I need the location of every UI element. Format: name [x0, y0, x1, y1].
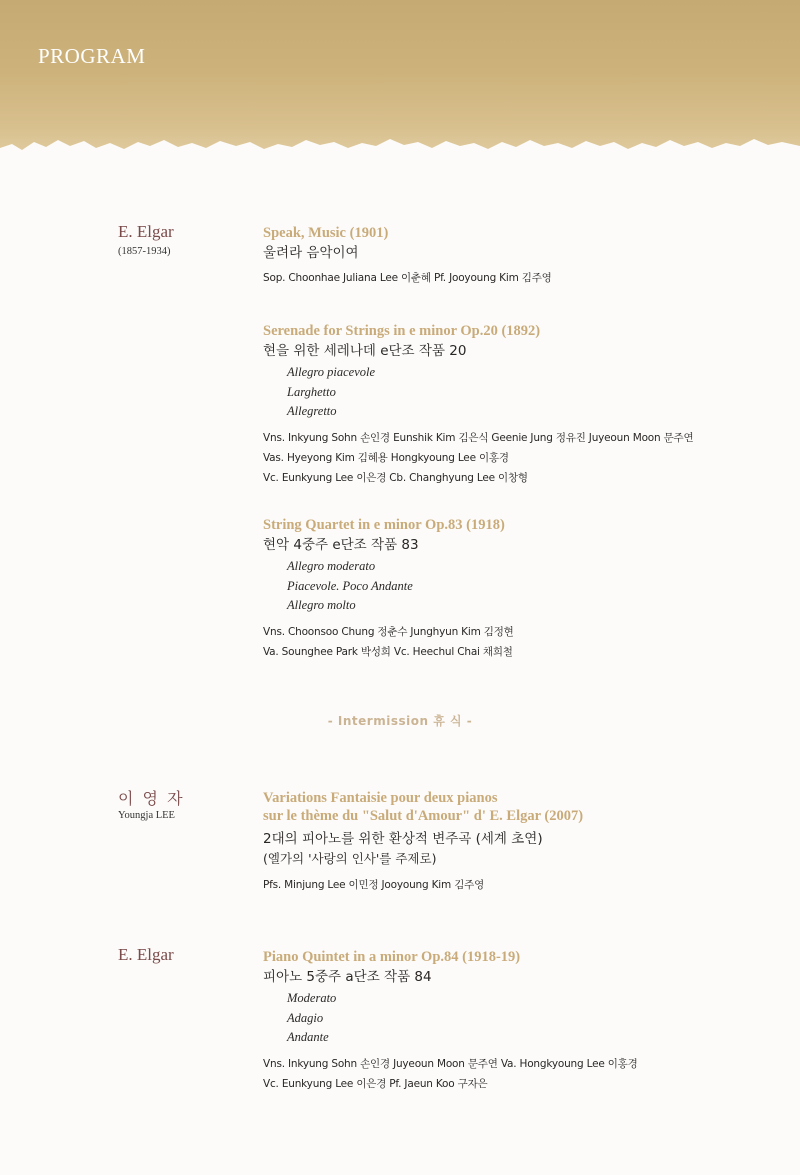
movement: Allegro moderato: [287, 559, 376, 573]
performer-line: Vns. Choonsoo Chung 정춘수 Junghyun Kim 김정현: [263, 625, 514, 638]
movement: Allegretto: [287, 404, 337, 418]
performer-line: Pfs. Minjung Lee 이민정 Jooyoung Kim 김주영: [263, 879, 485, 891]
piece-serenade: [263, 322, 783, 488]
piece-title-ko: 피아노 5중주 a단조 작품 84: [263, 969, 432, 985]
movements: [287, 989, 783, 1048]
piece-variations-fantaisie: [263, 789, 783, 895]
piece-title-en: Piano Quintet in a minor Op.84 (1918-19): [263, 949, 521, 965]
performers: [263, 875, 783, 895]
piece-title-en-2: sur le thème du "Salut d'Amour" d' E. Elgar (2007): [263, 808, 584, 824]
performers: [263, 622, 783, 662]
performers: [263, 1054, 783, 1094]
performer-line: Vns. Inkyung Sohn 손인경 Juyeoun Moon 문주연 Va. Hongkyoung Lee 이홍경: [263, 1057, 638, 1070]
piece-title-ko: 울려라 음악이여: [263, 245, 359, 261]
performer-line: Vc. Eunkyung Lee 이은경 Cb. Changhyung Lee 이창형: [263, 471, 528, 484]
torn-paper-edge: [0, 120, 800, 160]
performer-line: Va. Sounghee Park 박성희 Vc. Heechul Chai 채희철: [263, 645, 513, 658]
performer-line: Vc. Eunkyung Lee 이은경 Pf. Jaeun Koo 구자은: [263, 1077, 488, 1090]
piece-title-en: String Quartet in e minor Op.83 (1918): [263, 517, 505, 533]
performer-line: Vns. Inkyung Sohn 손인경 Eunshik Kim 김은식 Geenie Jung 정유진 Juyeoun Moon 문주연: [263, 431, 694, 444]
performers: [263, 268, 783, 288]
composer-name: E. Elgar: [118, 945, 174, 964]
piece-title-en: Speak, Music (1901): [263, 225, 389, 241]
composer-name: E. Elgar: [118, 222, 174, 241]
composer-years: (1857-1934): [118, 246, 171, 257]
banner-title: PROGRAM: [38, 44, 146, 68]
performer-line: Vas. Hyeyong Kim 김혜용 Hongkyoung Lee 이홍경: [263, 451, 509, 464]
movement: Piacevole. Poco Andante: [287, 578, 413, 593]
movement: Allegro piacevole: [287, 365, 376, 379]
movement: Andante: [287, 1030, 329, 1044]
movement: Adagio: [287, 1010, 324, 1025]
piece-title-ko: 현을 위한 세레나데 e단조 작품 20: [263, 343, 467, 359]
movement: Larghetto: [287, 384, 336, 399]
piece-title-ko: 현악 4중주 e단조 작품 83: [263, 537, 419, 553]
program-banner: [0, 0, 800, 160]
movement: Moderato: [287, 991, 337, 1005]
piece-speak-music: [263, 224, 783, 288]
piece-title-en: Serenade for Strings in e minor Op.20 (1892): [263, 323, 541, 339]
composer-name: 이 영 자: [118, 789, 185, 808]
piece-title-en: Variations Fantaisie pour deux pianos: [263, 790, 498, 806]
movements: [287, 557, 783, 616]
piece-piano-quintet: [263, 948, 783, 1094]
piece-string-quartet: [263, 516, 783, 662]
performer-line: Sop. Choonhae Juliana Lee 이춘혜 Pf. Jooyoung Kim 김주영: [263, 272, 552, 284]
piece-subtitle-ko: (엘가의 '사랑의 인사'를 주제로): [263, 851, 437, 866]
composer-name-en: Youngja LEE: [118, 810, 175, 821]
movements: [287, 363, 783, 422]
intermission-label: - Intermission 휴 식 -: [327, 714, 473, 728]
movement: Allegro molto: [287, 598, 356, 612]
performers: [263, 428, 783, 488]
piece-title-ko: 2대의 피아노를 위한 환상적 변주곡 (세계 초연): [263, 831, 543, 847]
